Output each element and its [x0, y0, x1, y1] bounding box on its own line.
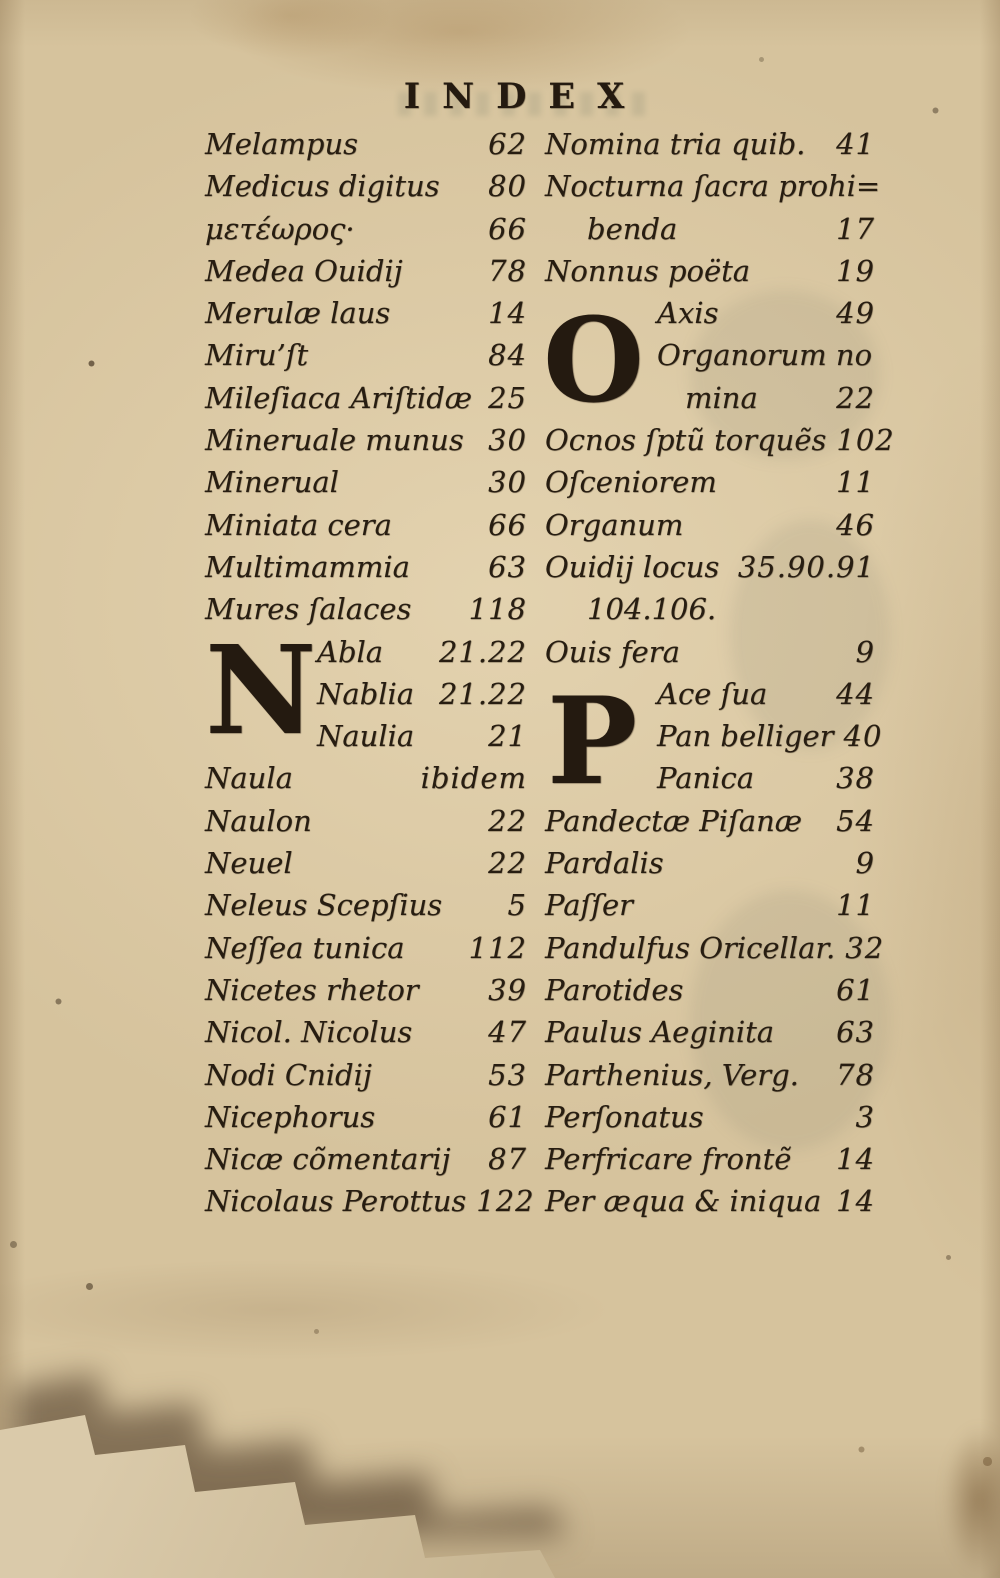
index-row — [545, 212, 875, 254]
index-row — [545, 296, 875, 338]
index-row — [205, 1015, 527, 1057]
entry-label: Nicetes rhetor — [205, 972, 419, 1007]
entry-label: Parotides — [545, 972, 684, 1007]
entry-page-ref: 25 — [488, 380, 527, 415]
index-row — [205, 381, 527, 423]
entry-label: Pandulfus Oricellar. — [545, 930, 836, 965]
entry-page-ref: 112 — [468, 930, 527, 965]
entry-page-ref: 14 — [836, 1142, 875, 1177]
index-row — [205, 550, 527, 592]
entry-page-ref: 22 — [836, 380, 875, 415]
entry-label: Ace ſua — [657, 676, 768, 711]
entry-page-ref: 19 — [836, 253, 875, 288]
index-row — [545, 254, 875, 296]
entry-page-ref: 66 — [488, 211, 527, 246]
entry-label: Neuel — [205, 846, 293, 881]
index-row — [205, 973, 527, 1015]
entry-page-ref: 80 — [488, 169, 527, 204]
entry-label: Melampus — [205, 127, 359, 161]
entry-label: Organorum no — [657, 338, 873, 373]
index-row — [545, 338, 875, 380]
index-row — [205, 254, 527, 296]
entry-page-ref: 22 — [488, 803, 527, 838]
entry-page-ref: 118 — [468, 592, 527, 627]
entry-page-ref: 11 — [836, 888, 875, 923]
index-row — [545, 761, 875, 803]
entry-page-ref: 39 — [488, 972, 527, 1007]
entry-label: Organum — [545, 507, 684, 542]
entry-page-ref: 61 — [488, 1099, 527, 1134]
entry-label: Naulon — [205, 803, 312, 838]
dropcap-letter: O — [543, 293, 645, 430]
page-title: INDEX — [403, 76, 647, 117]
entry-page-ref: 63 — [836, 1015, 875, 1050]
index-row — [545, 973, 875, 1015]
entry-label: Multimammia — [205, 549, 410, 584]
index-row — [205, 465, 527, 507]
index-row — [545, 677, 875, 719]
entry-page-ref: 38 — [836, 761, 875, 796]
entry-label: Minerual — [205, 465, 339, 500]
index-column-left — [205, 127, 535, 1227]
entry-label: Parthenius, Verg. — [545, 1057, 799, 1092]
index-row — [205, 508, 527, 550]
entry-page-ref: 35.90.91 — [737, 549, 875, 584]
entry-label: Neſſea tunica — [205, 930, 405, 965]
entry-label: Mures ſalaces — [205, 592, 412, 627]
entry-label: 104.106. — [587, 592, 717, 627]
index-row — [545, 1058, 875, 1100]
entry-page-ref: 46 — [836, 507, 875, 542]
entry-label: Naulia — [317, 719, 415, 754]
index-row — [545, 888, 875, 930]
entry-page-ref: 78 — [836, 1057, 875, 1092]
entry-page-ref: 49 — [836, 296, 875, 331]
entry-page-ref: 54 — [836, 803, 875, 838]
index-row — [205, 423, 527, 465]
entry-label: Pan belliger — [657, 719, 834, 754]
entry-page-ref: 40 — [843, 719, 883, 754]
entry-page-ref: 21.22 — [438, 676, 527, 711]
entry-page-ref: 17 — [836, 211, 875, 246]
entry-label: Axis — [657, 296, 719, 331]
entry-label: Medea Ouidij — [205, 253, 403, 288]
entry-label: Miniata cera — [205, 507, 392, 542]
dropcap-letter: N — [205, 617, 317, 762]
entry-page-ref: 84 — [488, 338, 527, 373]
index-row — [545, 465, 875, 507]
entry-page-ref: 30 — [488, 423, 527, 458]
entry-label: Pardalis — [545, 846, 664, 881]
entry-label: Ocnos ſptũ torquẽs — [545, 423, 827, 458]
entry-label: Nicol. Nicolus — [205, 1015, 413, 1050]
index-row — [545, 719, 883, 761]
index-row — [545, 1100, 875, 1142]
index-row — [545, 930, 885, 973]
index-row — [545, 127, 875, 169]
index-column-right — [543, 127, 895, 1227]
index-row — [545, 169, 881, 211]
entry-page-ref: 62 — [488, 127, 527, 161]
index-row — [545, 1142, 875, 1184]
index-row — [205, 719, 527, 761]
entry-label: Nocturna ſacra prohi= — [545, 169, 881, 204]
index-row — [205, 296, 527, 338]
entry-page-ref: 9 — [855, 634, 875, 669]
index-row — [205, 1058, 527, 1100]
entry-label: Perfricare frontẽ — [545, 1142, 792, 1177]
entry-page-ref: 87 — [488, 1142, 527, 1177]
index-row — [205, 677, 527, 719]
index-row — [545, 1184, 875, 1226]
entry-page-ref: ibidem — [420, 761, 527, 796]
index-row — [205, 888, 527, 930]
entry-label: benda — [587, 211, 678, 246]
index-row — [545, 1015, 875, 1057]
entry-label: Panica — [657, 761, 754, 796]
entry-label: μετέωρος· — [205, 211, 355, 246]
index-row — [205, 1184, 535, 1226]
entry-label: Mineruale munus — [205, 423, 464, 458]
entry-label: Nablia — [317, 676, 415, 711]
entry-label: Oſceniorem — [545, 465, 717, 500]
entry-label: Perſonatus — [545, 1099, 704, 1134]
entry-page-ref: 21 — [488, 719, 527, 754]
entry-label: Neleus Scepſius — [205, 888, 443, 923]
entry-page-ref: 78 — [488, 253, 527, 288]
index-row — [205, 1142, 527, 1184]
entry-page-ref: 30 — [488, 465, 527, 500]
entry-page-ref: 122 — [476, 1184, 535, 1219]
entry-page-ref: 22 — [488, 846, 527, 881]
entry-label: Pandectæ Piſanæ — [545, 803, 803, 838]
dropcap-letter: P — [547, 670, 638, 812]
entry-label: Nicephorus — [205, 1099, 376, 1134]
entry-page-ref: 102 — [836, 423, 895, 458]
entry-page-ref: 32 — [845, 930, 885, 965]
entry-page-ref: 9 — [855, 846, 875, 881]
entry-label: Nodi Cnidij — [205, 1057, 372, 1092]
entry-label: Nonnus poëta — [545, 253, 751, 288]
index-row — [205, 1100, 527, 1142]
entry-page-ref: 41 — [836, 127, 875, 161]
entry-page-ref: 63 — [488, 549, 527, 584]
index-row — [545, 508, 875, 550]
entry-page-ref: 5 — [507, 888, 527, 923]
entry-label: Miru’ſt — [205, 338, 309, 373]
entry-label: Per æqua & iniqua — [545, 1184, 822, 1219]
index-row — [545, 592, 875, 634]
index-row — [545, 381, 875, 423]
entry-label: Ouis fera — [545, 634, 680, 669]
index-row — [205, 846, 527, 888]
entry-label: mina — [685, 380, 758, 415]
entry-page-ref: 44 — [836, 676, 875, 711]
index-row — [205, 212, 527, 254]
entry-label: Ouidij locus — [545, 549, 720, 584]
entry-label: Mileſiaca Ariſtidæ — [205, 380, 473, 415]
index-row — [545, 550, 875, 592]
index-row — [205, 635, 527, 677]
entry-label: Abla — [317, 634, 384, 669]
index-row — [205, 761, 527, 803]
index-row — [205, 169, 527, 211]
index-row — [205, 338, 527, 380]
entry-page-ref: 11 — [836, 465, 875, 500]
paper-specks — [0, 0, 3, 3]
index-row — [205, 804, 527, 846]
entry-page-ref: 3 — [855, 1099, 875, 1134]
index-row — [545, 846, 875, 888]
entry-label: Medicus digitus — [205, 169, 440, 204]
entry-page-ref: 14 — [836, 1184, 875, 1219]
entry-page-ref: 14 — [488, 296, 527, 331]
entry-page-ref: 61 — [836, 972, 875, 1007]
index-row — [205, 127, 527, 169]
entry-label: Paulus Aeginita — [545, 1015, 775, 1050]
entry-page-ref: 53 — [488, 1057, 527, 1092]
entry-label: Nomina tria quib. — [545, 127, 806, 161]
entry-label: Nicolaus Perottus — [205, 1184, 467, 1219]
entry-label: Naula — [205, 761, 293, 796]
entry-label: Nicæ cõmentarij — [205, 1142, 451, 1177]
entry-page-ref: 21.22 — [438, 634, 527, 669]
index-row — [545, 423, 895, 465]
index-row — [205, 931, 527, 973]
entry-label: Merulæ laus — [205, 296, 391, 331]
entry-label: Paſſer — [545, 888, 633, 923]
entry-page-ref: 66 — [488, 507, 527, 542]
index-row — [545, 804, 875, 846]
entry-page-ref: 47 — [488, 1015, 527, 1050]
